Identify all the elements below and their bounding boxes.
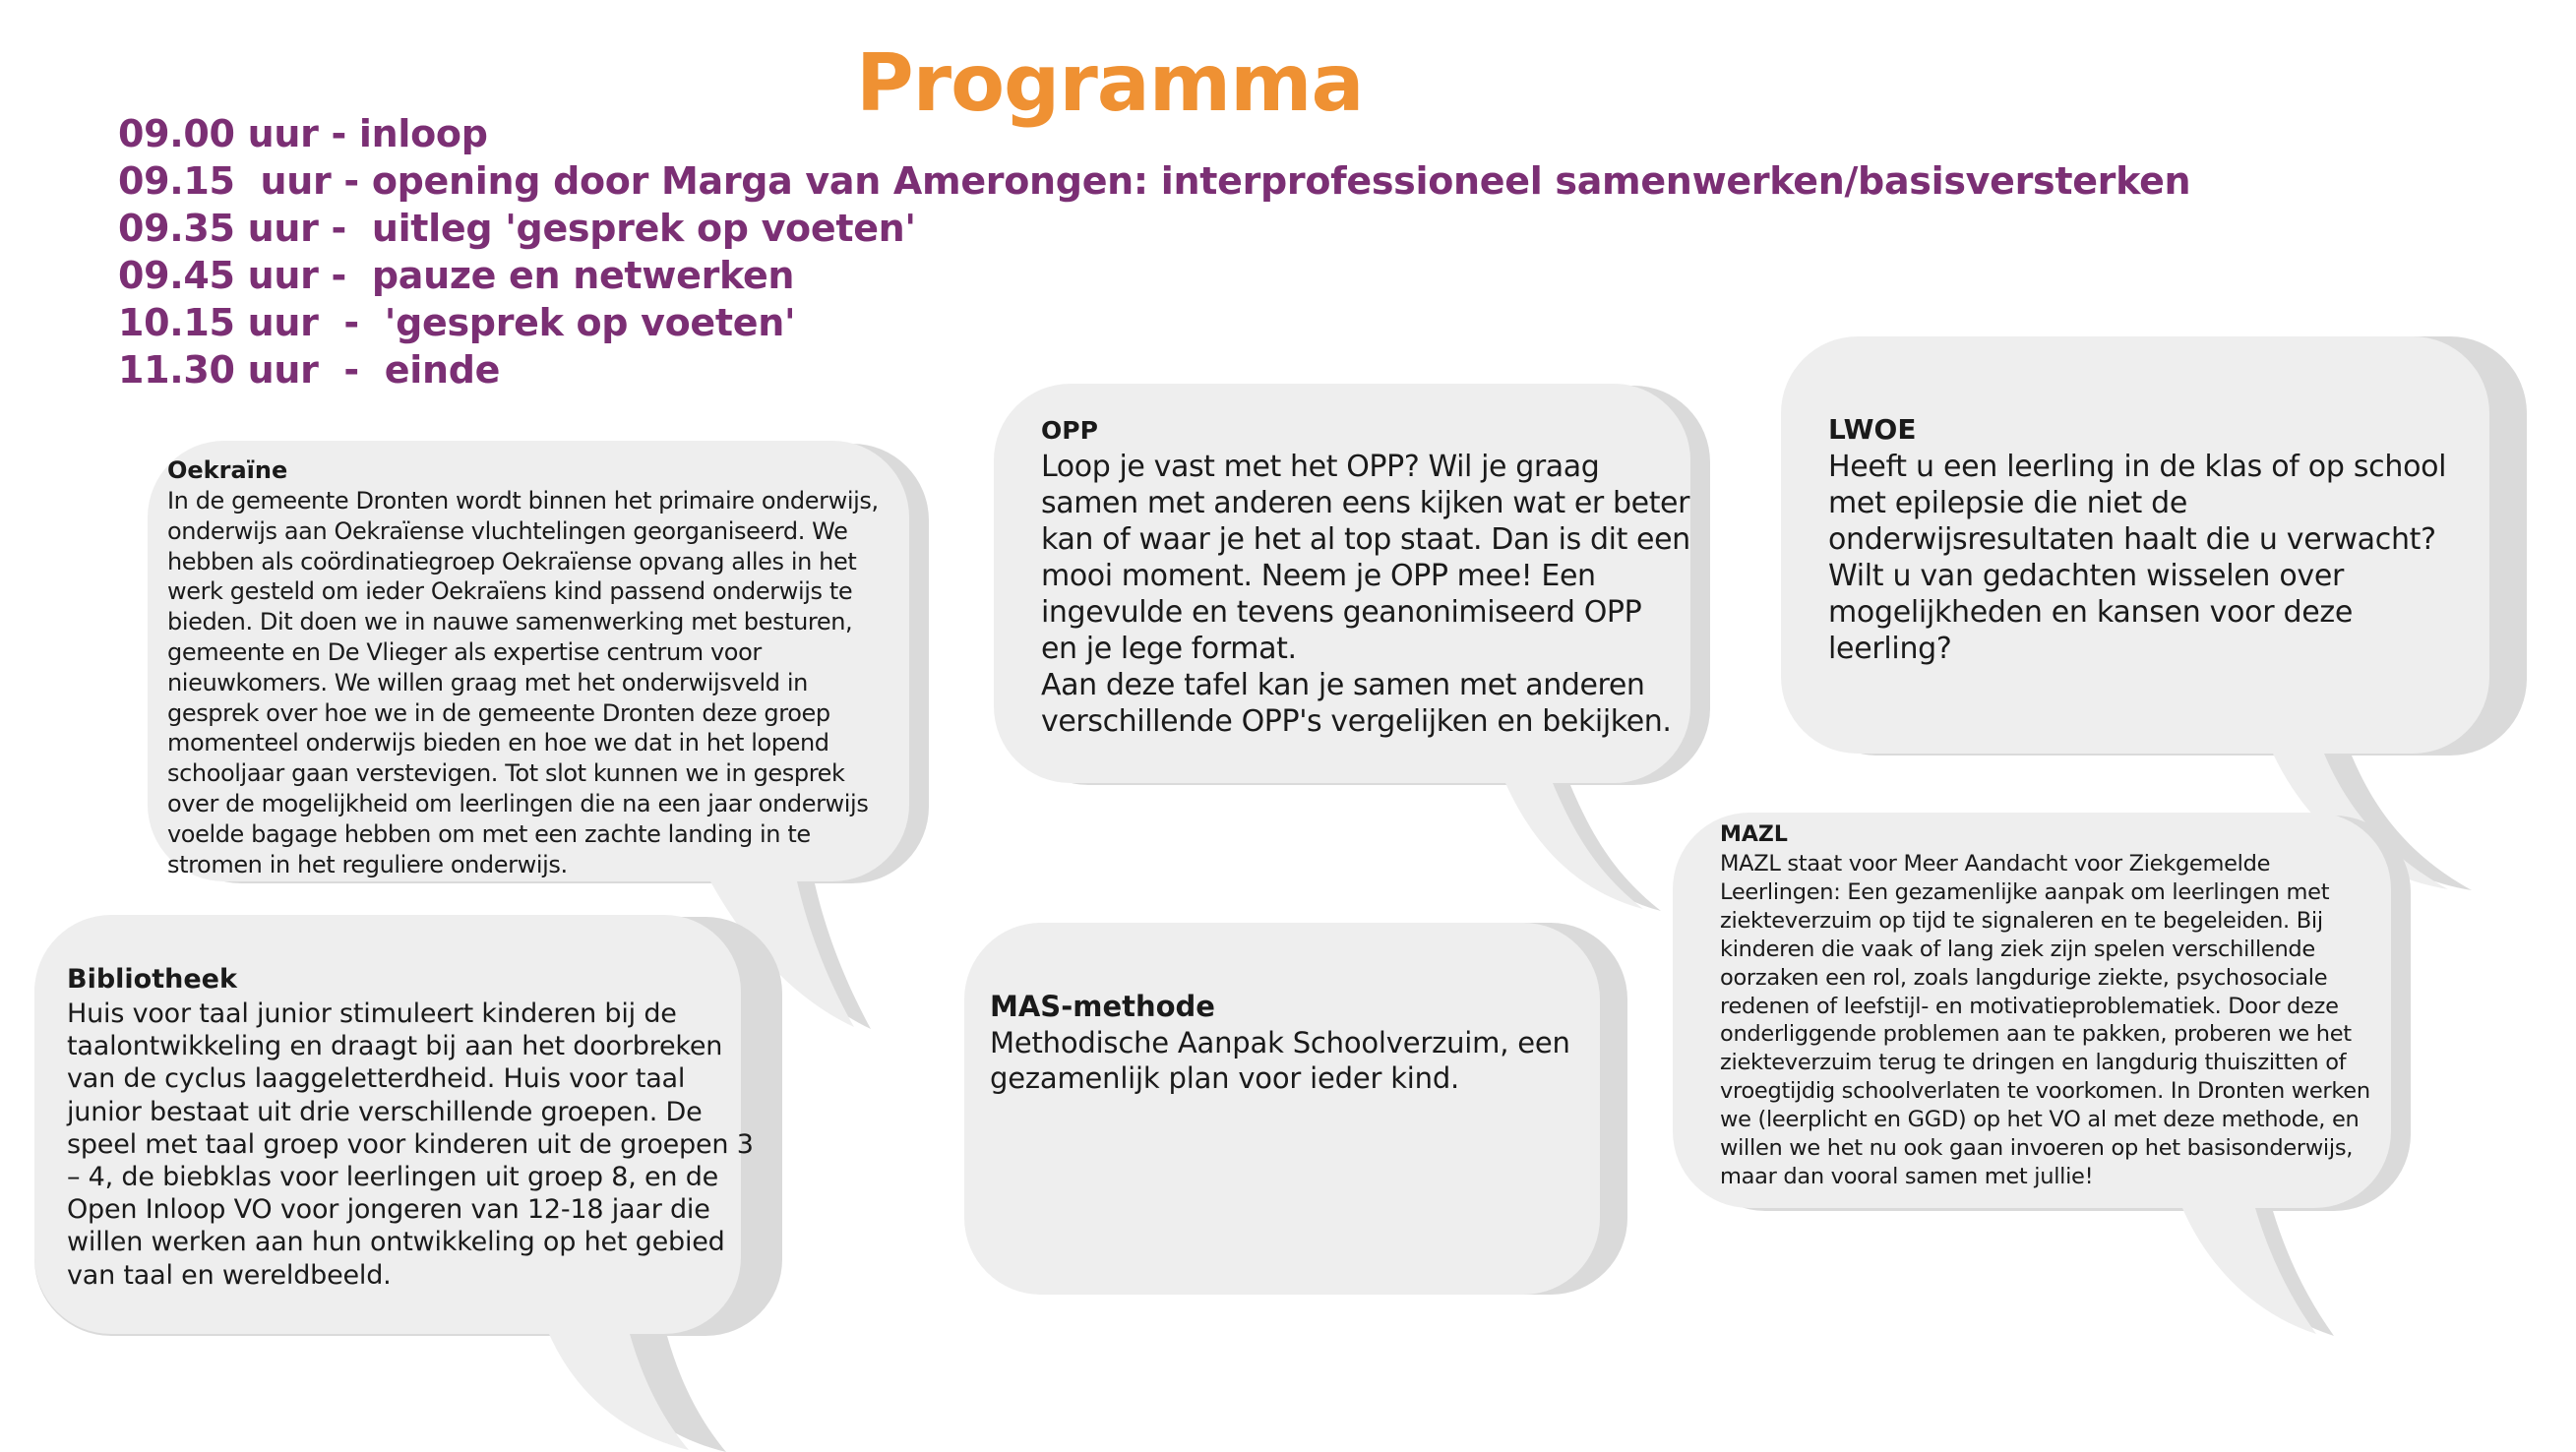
bubble-bibliotheek-body: Huis voor taal junior stimuleert kinderen bij de taalontwikkeling en draagt bij aan het doorbreken van de cyclus laaggeletterdheid. Huis voor taal junior bestaat uit drie verschillende groepen. De speel met taal groep voor kinderen uit de groepen 3 – 4, de biebklas voor leerlingen uit groep 8, en de Open Inloop VO voor jongeren van 12-18 jaar die willen werken aan hun ontwikkeling op het gebied van taal en wereldbeeld. xyxy=(67,998,754,1291)
bubble-mazl-text xyxy=(1720,820,2399,1191)
schedule-item: 11.30 uur - einde xyxy=(118,348,501,392)
bubble-oekraine-text xyxy=(167,454,925,879)
bubble-oekraine-body: In de gemeente Dronten wordt binnen het primaire onderwijs, onderwijs aan Oekraïense vluchtelingen georganiseerd. We hebben als coördinatiegroep Oekraïense opvang alles in het werk gesteld om ieder Oekraïens kind passend onderwijs te bieden. Dit doen we in nauwe samenwerking met besturen, gemeente en De Vlieger als expertise centrum voor nieuwkomers. We willen graag met het onderwijsveld in gesprek over hoe we in de gemeente Dronten deze groep momenteel onderwijs bieden en hoe we dat in het lopend schooljaar gaan verstevigen. Tot slot kunnen we in gesprek over de mogelijkheid om leerlingen die na een jaar onderwijs voelde bagage hebben om met een zachte landing in te stromen in het reguliere onderwijs. xyxy=(167,487,879,878)
bubble-opp-heading: OPP xyxy=(1041,416,1098,445)
schedule-item: 09.35 uur - uitleg 'gesprek op voeten' xyxy=(118,207,916,250)
schedule-item: 10.15 uur - 'gesprek op voeten' xyxy=(118,301,796,344)
bubble-bibliotheek-text xyxy=(67,962,756,1292)
bubble-lwoe-heading: LWOE xyxy=(1828,413,1917,446)
bubble-opp-body: Loop je vast met het OPP? Wil je graag samen met anderen eens kijken wat er beter kan of waar je het al top staat. Dan is dit een mooi moment. Neem je OPP mee! Een ingevulde en tevens geanonimiseerd OPP en je lege format. Aan deze tafel kan je samen met anderen verschillende OPP's vergelijken en bekijken. xyxy=(1041,450,1690,739)
bubble-mazl-body: MAZL staat voor Meer Aandacht voor Ziekgemelde Leerlingen: Een gezamenlijke aanpak om leerlingen met ziekteverzuim op tijd te signaleren en te begeleiden. Bij kinderen die vaak of lang ziek zijn spelen verschillende oorzaken een rol, zoals langdurige ziekte, psychosociale redenen of leefstijl- en motivatieproblematiek. Door deze onderliggende problemen aan te pakken, proberen we het ziekteverzuim terug te dringen en langdurig thuiszitten of vroegtijdig schoolverlaten te voorkomen. In Dronten werken we (leerplicht en GGD) op het VO al met deze methode, en willen we het nu ook gaan invoeren op het basisonderwijs, maar dan vooral samen met jullie! xyxy=(1720,851,2370,1189)
bubble-lwoe-text xyxy=(1828,411,2458,667)
schedule-item: 09.00 uur - inloop xyxy=(118,112,488,155)
bubble-bibliotheek-heading: Bibliotheek xyxy=(67,964,237,995)
page-title: Programma xyxy=(856,37,1364,129)
bubble-mazl-heading: MAZL xyxy=(1720,822,1788,847)
bubble-opp-text xyxy=(1041,413,1690,740)
bubble-mas-methode-body: Methodische Aanpak Schoolverzuim, een gezamenlijk plan voor ieder kind. xyxy=(990,1026,1570,1095)
bubble-mas-methode xyxy=(964,923,1627,1295)
schedule-item: 09.45 uur - pauze en netwerken xyxy=(118,254,795,297)
bubble-lwoe-body: Heeft u een leerling in de klas of op school met epilepsie die niet de onderwijsresultaten haalt die u verwacht? Wilt u van gedachten wisselen over mogelijkheden en kansen voor deze leerling? xyxy=(1828,450,2447,666)
bubble-mas-methode-text xyxy=(990,988,1580,1096)
schedule-item: 09.15 uur - opening door Marga van Amerongen: interprofessioneel samenwerken/basisversterken xyxy=(118,159,2191,203)
bubble-mas-methode-heading: MAS-methode xyxy=(990,990,1215,1023)
bubble-oekraine-heading: Oekraïne xyxy=(167,456,288,484)
